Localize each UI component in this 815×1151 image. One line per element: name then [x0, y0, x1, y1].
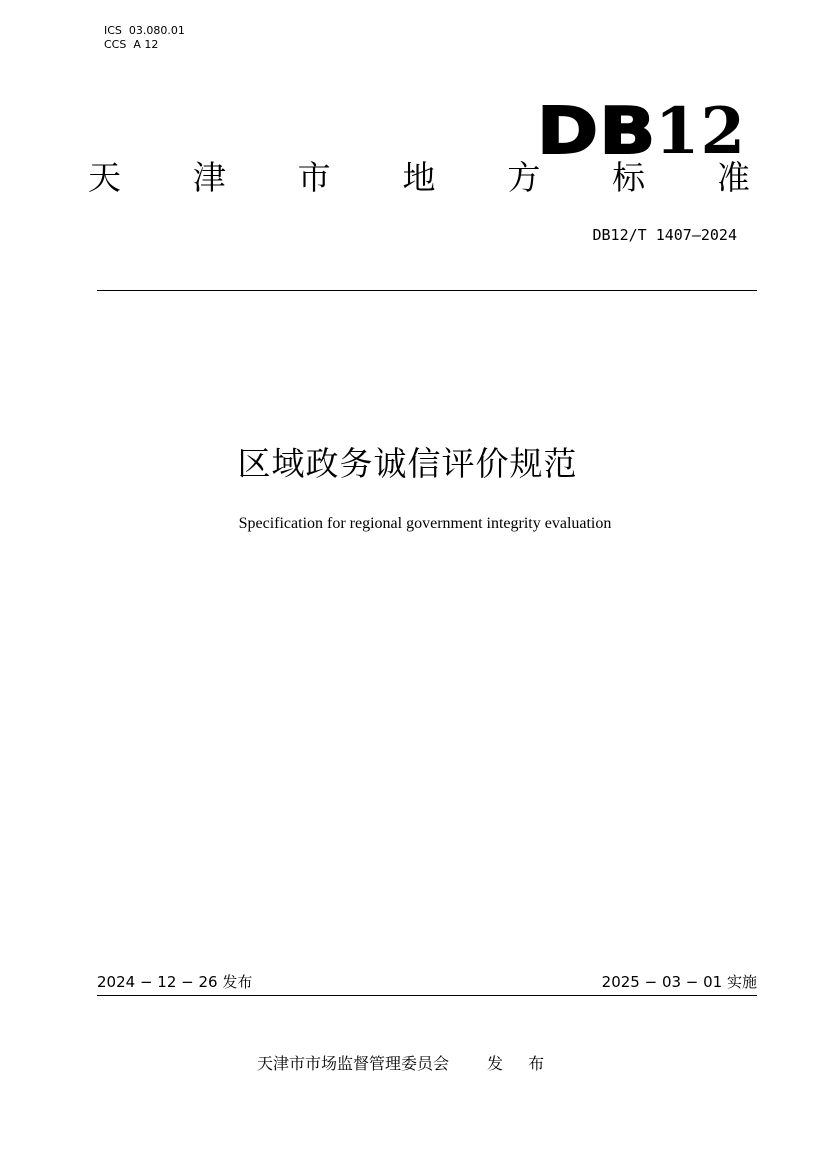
standard-type-char: 天 — [88, 158, 121, 197]
document-title-chinese: 区域政务诚信评价规范 — [237, 444, 578, 483]
top-divider — [97, 290, 757, 291]
standard-type-char: 市 — [297, 158, 331, 197]
db-logo-number: 12 — [654, 94, 746, 169]
publisher-organization: 天津市市场监督管理委员会 — [257, 1054, 450, 1073]
implementation-date: 2025 − 03 − 01 实施 — [601, 973, 757, 991]
standard-type-char: 津 — [192, 158, 226, 197]
ics-code: ICS 03.080.01 — [104, 24, 185, 37]
standard-type-heading — [88, 158, 750, 198]
publish-label: 发 布 — [487, 1054, 555, 1073]
standard-number: DB12/T 1407—2024 — [592, 226, 737, 244]
standard-type-char: 标 — [612, 158, 646, 197]
publisher-line — [257, 1054, 554, 1074]
classification-codes — [104, 24, 185, 52]
ccs-code: CCS A 12 — [104, 38, 159, 51]
release-date: 2024 − 12 − 26 发布 — [97, 973, 253, 991]
db-logo — [537, 94, 746, 169]
document-title-english: Specification for regional government integrity evaluation — [238, 515, 612, 532]
standard-type-char: 方 — [507, 158, 541, 197]
dates-row — [97, 972, 757, 992]
standard-type-char: 准 — [716, 158, 750, 197]
db-logo-letters: DB — [537, 95, 657, 169]
standard-type-char: 地 — [402, 158, 436, 197]
bottom-divider — [97, 995, 757, 996]
